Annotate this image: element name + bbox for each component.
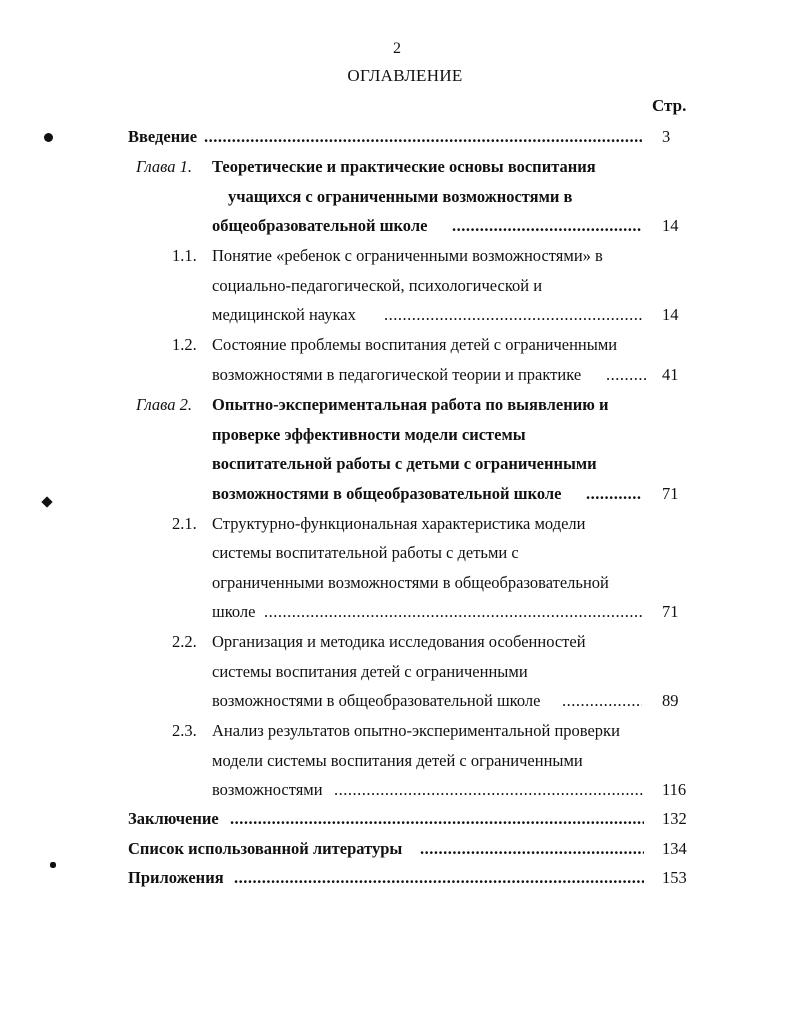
toc-references-page: 134 <box>662 839 687 858</box>
section-1-1-num: 1.1. <box>172 246 197 265</box>
section-2-3-line1: Анализ результатов опытно-экспериментальной проверки <box>212 721 620 740</box>
leader-dots <box>452 215 642 237</box>
section-2-3-line3: возможностями <box>212 780 323 799</box>
section-2-3-num: 2.3. <box>172 721 197 740</box>
section-2-3-page: 116 <box>662 780 687 799</box>
chapter-1-title-line1: Теоретические и практические основы воспитания <box>212 157 596 176</box>
section-1-2-num: 1.2. <box>172 335 197 354</box>
toc-title: ОГЛАВЛЕНИЕ <box>347 66 463 85</box>
chapter-1-page: 14 <box>662 216 679 235</box>
section-2-1-line2: системы воспитательной работы с детьми с <box>212 543 519 562</box>
leader-dots <box>606 364 646 386</box>
toc-intro-page: 3 <box>662 127 671 146</box>
toc-conclusion-page: 132 <box>662 809 687 828</box>
section-2-3-line2: модели системы воспитания детей с ограниченными <box>212 751 583 770</box>
chapter-2-title-line2: проверке эффективности модели системы <box>212 425 526 444</box>
chapter-2-title-line4: возможностями в общеобразовательной школе <box>212 484 562 503</box>
section-1-1-line2: социально-педагогической, психологической и <box>212 276 543 295</box>
leader-dots <box>230 808 644 830</box>
chapter-1-label: Глава 1. <box>136 157 192 176</box>
section-2-2-line2: системы воспитания детей с ограниченными <box>212 662 528 681</box>
section-1-2-line1: Состояние проблемы воспитания детей с ограниченными <box>212 335 618 354</box>
toc-conclusion-title: Заключение <box>128 809 219 828</box>
chapter-1-title-line2: учащихся с ограниченными возможностями в <box>228 187 573 206</box>
chapter-2-page: 71 <box>662 484 679 503</box>
section-1-1-page: 14 <box>662 305 679 324</box>
scan-mark-diamond <box>41 496 52 507</box>
scan-mark-speck <box>50 862 56 868</box>
section-2-2-line1: Организация и методика исследования особенностей <box>212 632 586 651</box>
section-2-1-line3: ограниченными возможностями в общеобразовательной <box>212 573 609 592</box>
leader-dots <box>234 867 644 889</box>
leader-dots <box>334 779 644 801</box>
section-1-1-line3: медицинской науках <box>212 305 356 324</box>
leader-dots <box>562 690 642 712</box>
section-2-1-page: 71 <box>662 602 679 621</box>
section-1-2-page: 41 <box>662 365 679 384</box>
chapter-2-label: Глава 2. <box>136 395 192 414</box>
leader-dots <box>586 483 642 505</box>
section-1-1-line1: Понятие «ребенок с ограниченными возможностями» в <box>212 246 603 265</box>
section-2-2-page: 89 <box>662 691 679 710</box>
section-2-2-line3: возможностями в общеобразовательной школе <box>212 691 541 710</box>
section-2-1-num: 2.1. <box>172 514 197 533</box>
section-1-2-line2: возможностями в педагогической теории и практике <box>212 365 582 384</box>
chapter-2-title-line3: воспитательной работы с детьми с ограниченными <box>212 454 597 473</box>
section-2-1-line1: Структурно-функциональная характеристика модели <box>212 514 586 533</box>
scan-mark-dot <box>44 133 53 142</box>
page-number: 2 <box>393 40 401 57</box>
leader-dots <box>420 838 644 860</box>
leader-dots <box>204 126 642 148</box>
toc-appendix-title: Приложения <box>128 868 224 887</box>
toc-references-title: Список использованной литературы <box>128 839 403 858</box>
section-2-1-line4: школе <box>212 602 256 621</box>
section-2-2-num: 2.2. <box>172 632 197 651</box>
toc-appendix-page: 153 <box>662 868 687 887</box>
toc-intro-title: Введение <box>128 127 198 146</box>
leader-dots <box>384 304 642 326</box>
leader-dots <box>264 601 644 623</box>
page-column-header: Стр. <box>652 96 687 115</box>
chapter-2-title-line1: Опытно-экспериментальная работа по выявлению и <box>212 395 609 414</box>
chapter-1-title-line3: общеобразовательной школе <box>212 216 428 235</box>
